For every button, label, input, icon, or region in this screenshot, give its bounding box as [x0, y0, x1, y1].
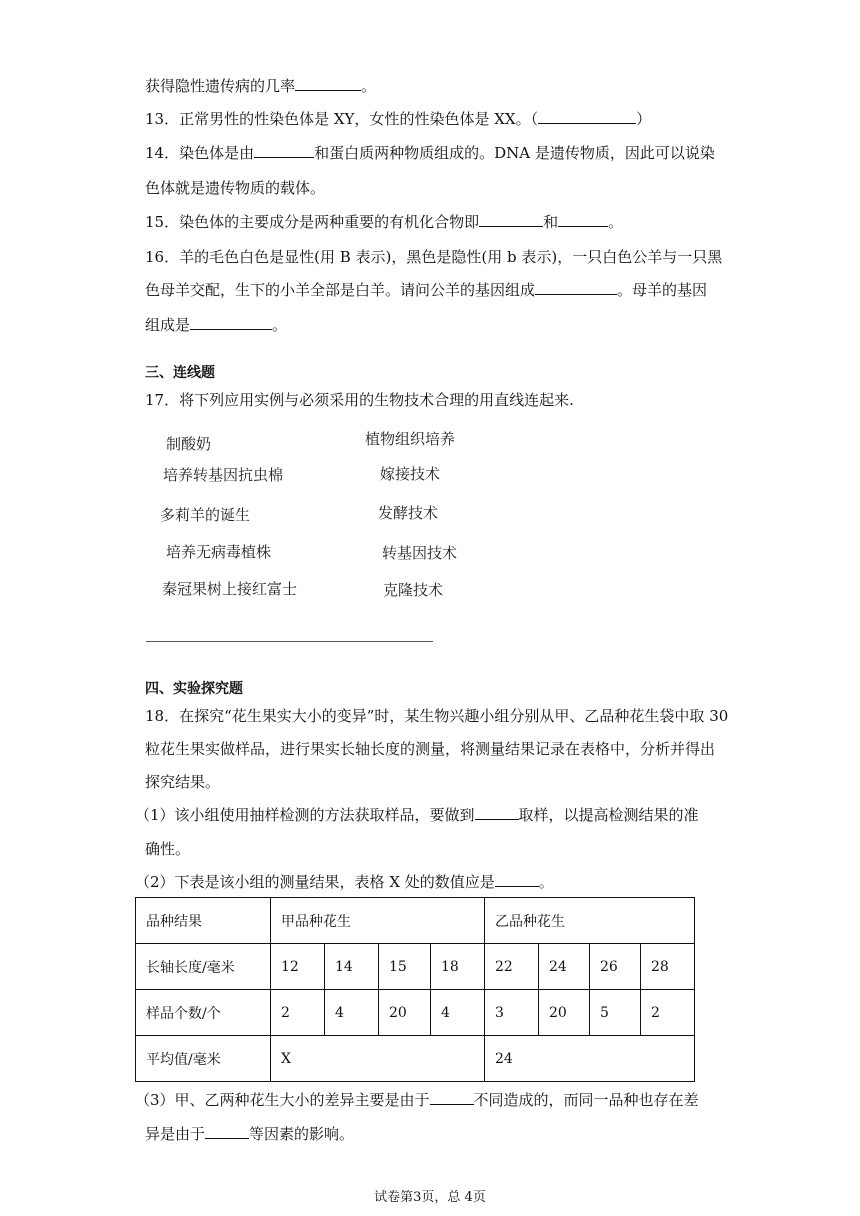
- table-cell: 4: [431, 990, 485, 1036]
- question-18-part-1: [135, 804, 699, 825]
- match-right-5[interactable]: 克隆技术: [383, 581, 444, 599]
- question-16-text-4: 组成是: [145, 316, 191, 334]
- question-18-cont-2: 探究结果。: [145, 773, 221, 791]
- punct: 。: [361, 77, 377, 95]
- question-16-text: 16．羊的毛色白色是显性(用 B 表示)，黑色是隐性(用 b 表示)，一只白色公羊与一只黑: [145, 248, 723, 266]
- question-15-text: 15．染色体的主要成分是两种重要的有机化合物即: [145, 213, 480, 231]
- table-cell-variety-jia: 甲品种花生: [271, 898, 485, 944]
- table-cell: 5: [590, 990, 641, 1036]
- answer-blank[interactable]: [475, 806, 519, 820]
- answer-blank[interactable]: [254, 144, 314, 158]
- question-15: [145, 211, 623, 232]
- question-14: [145, 142, 715, 163]
- table-cell: 20: [379, 990, 431, 1036]
- table-cell: 14: [325, 944, 379, 990]
- part-2-text: （2）下表是该小组的测量结果，表格 X 处的数值应是: [135, 873, 495, 891]
- table-cell-header: 平均值/毫米: [136, 1036, 271, 1082]
- table-cell-header: 长轴长度/毫米: [136, 944, 271, 990]
- table-cell: 18: [431, 944, 485, 990]
- question-14-text-3: 色体就是遗传物质的载体。: [145, 179, 326, 197]
- table-cell: 22: [485, 944, 539, 990]
- match-left-4[interactable]: 培养无病毒植株: [166, 543, 272, 561]
- answer-blank[interactable]: [430, 1091, 474, 1105]
- answer-blank[interactable]: [479, 213, 543, 227]
- table-cell: 24: [539, 944, 590, 990]
- section-4-title: 四、实验探究题: [145, 681, 243, 697]
- punct: 。: [538, 873, 554, 891]
- table-cell: 2: [641, 990, 695, 1036]
- table-cell-header: 品种结果: [136, 898, 271, 944]
- question-18-part-2: [135, 871, 554, 892]
- answer-blank[interactable]: [558, 213, 608, 227]
- table-cell: 12: [271, 944, 325, 990]
- part-1-text-2: 取样，以提高检测结果的准: [518, 806, 699, 824]
- table-cell: 20: [539, 990, 590, 1036]
- question-18-cont: 粒花生果实做样品，进行果实长轴长度的测量，将测量结果记录在表格中，分析并得出: [145, 740, 716, 758]
- question-16-text-2: 色母羊交配，生下的小羊全部是白羊。请问公羊的基因组成: [145, 281, 536, 299]
- table-cell: 15: [379, 944, 431, 990]
- table-row: [136, 1036, 695, 1082]
- table-cell: 2: [271, 990, 325, 1036]
- answer-blank[interactable]: [535, 281, 617, 295]
- answer-blank[interactable]: [495, 873, 539, 887]
- question-15-and: 和: [543, 213, 559, 231]
- part-3-text-2: 不同造成的，而同一品种也存在差: [473, 1091, 699, 1109]
- question-18-part-3-cont: [145, 1123, 354, 1144]
- match-left-1[interactable]: 制酸奶: [166, 435, 212, 453]
- question-16-cont-2: [145, 314, 287, 335]
- match-right-2[interactable]: 嫁接技术: [380, 465, 441, 483]
- question-14-text-2: 和蛋白质两种物质组成的。DNA 是遗传物质，因此可以说染: [314, 144, 715, 162]
- match-right-4[interactable]: 转基因技术: [382, 544, 458, 562]
- punct: 。: [608, 213, 624, 231]
- section-3-title: 三、连线题: [145, 365, 215, 381]
- table-cell-average-yi: 24: [485, 1036, 695, 1082]
- punct: 。: [272, 316, 288, 334]
- text-line-recessive-probability: [145, 75, 376, 96]
- question-14-text: 14．染色体是由: [145, 144, 255, 162]
- question-16-text-3: 。母羊的基因: [617, 281, 708, 299]
- table-cell: 3: [485, 990, 539, 1036]
- match-left-5[interactable]: 秦冠果树上接红富士: [162, 580, 298, 598]
- answer-blank[interactable]: [538, 110, 636, 124]
- table-row: [136, 990, 695, 1036]
- question-16-cont: [145, 279, 707, 300]
- match-right-1[interactable]: 植物组织培养: [365, 430, 456, 448]
- table-row: [136, 944, 695, 990]
- table-cell-variety-yi: 乙品种花生: [485, 898, 695, 944]
- table-cell-average-jia: X: [271, 1036, 485, 1082]
- question-13: [145, 108, 651, 129]
- table-cell: 4: [325, 990, 379, 1036]
- peanut-measurement-table: [135, 897, 695, 1082]
- page-footer: 试卷第3页，总 4页: [374, 1190, 486, 1205]
- table-cell-header: 样品个数/个: [136, 990, 271, 1036]
- question-14-cont: [145, 177, 325, 198]
- part-1-text: （1）该小组使用抽样检测的方法获取样品，要做到: [135, 806, 475, 824]
- answer-blank[interactable]: [205, 1125, 249, 1139]
- question-17: 17．将下列应用实例与必须采用的生物技术合理的用直线连起来.: [145, 391, 574, 409]
- table-cell: 28: [641, 944, 695, 990]
- answer-blank[interactable]: [295, 77, 361, 91]
- table-cell: 26: [590, 944, 641, 990]
- question-18-part-3: [135, 1089, 699, 1110]
- part-3-text: （3）甲、乙两种花生大小的差异主要是由于: [135, 1091, 430, 1109]
- table-row: [136, 898, 695, 944]
- divider-line: [146, 641, 433, 642]
- question-16: [145, 246, 722, 267]
- question-18-part-1-cont: 确性。: [145, 840, 191, 858]
- answer-blank[interactable]: [190, 316, 272, 330]
- match-right-3[interactable]: 发酵技术: [378, 504, 439, 522]
- line-text: 获得隐性遗传病的几率: [145, 77, 296, 95]
- part-3-text-4: 等因素的影响。: [249, 1125, 355, 1143]
- punct: ）: [636, 110, 652, 128]
- question-13-text: 13．正常男性的性染色体是 XY，女性的性染色体是 XX。（: [145, 110, 539, 128]
- match-left-3[interactable]: 多莉羊的诞生: [160, 506, 251, 524]
- part-3-text-3: 异是由于: [145, 1125, 206, 1143]
- question-18: 18．在探究“花生果实大小的变异”时，某生物兴趣小组分别从甲、乙品种花生袋中取 30: [145, 707, 729, 725]
- match-left-2[interactable]: 培养转基因抗虫棉: [163, 466, 284, 484]
